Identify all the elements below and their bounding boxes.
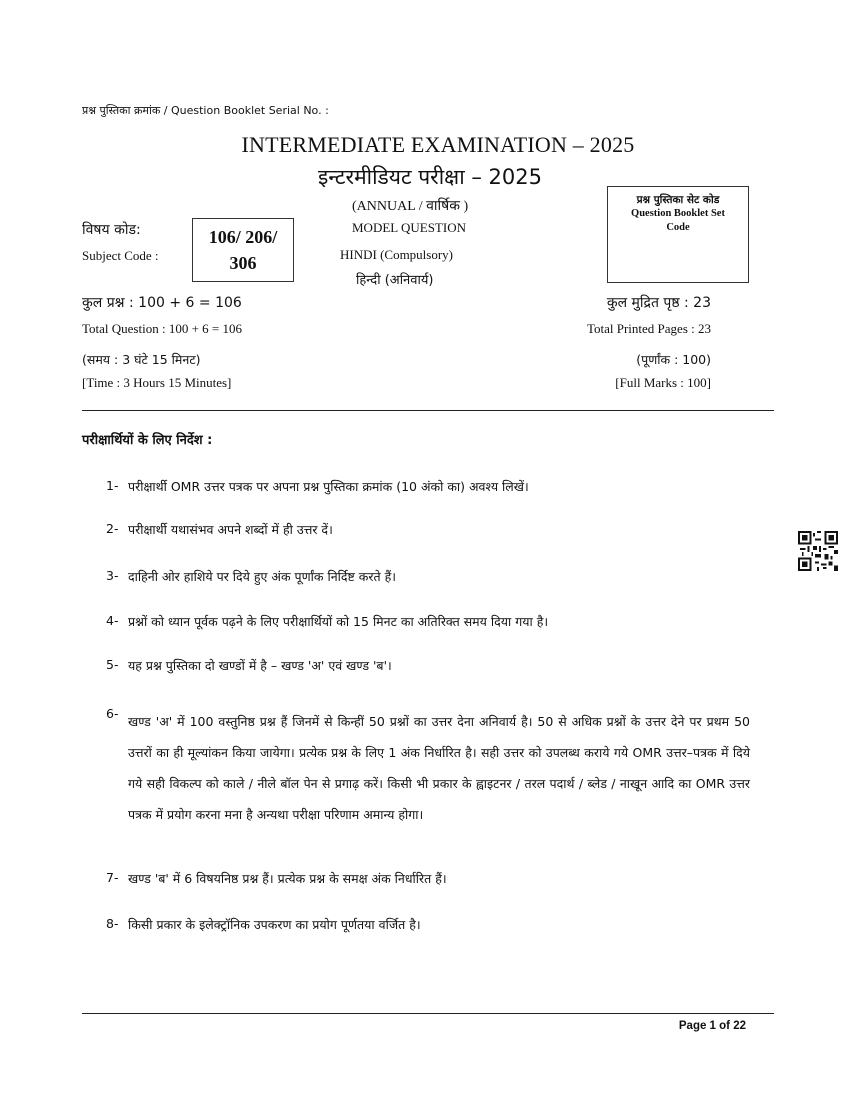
instruction-number: 4- <box>106 613 119 628</box>
full-marks-english: [Full Marks : 100] <box>615 375 711 390</box>
time-hindi: (समय : 3 घंटे 15 मिनट) <box>82 352 201 367</box>
subject-code-label-english: Subject Code : <box>82 248 159 263</box>
total-questions-hindi: कुल प्रश्न : 100 + 6 = 106 <box>82 295 242 311</box>
instruction-number: 2- <box>106 521 119 536</box>
instruction-text: खण्ड 'ब' में 6 विषयनिष्ठ प्रश्न हैं। प्रत्येक प्रश्न के समक्ष अंक निर्धारित हैं। <box>128 871 447 886</box>
total-questions-english: Total Question : 100 + 6 = 106 <box>82 321 242 336</box>
instruction-text: प्रश्नों को ध्यान पूर्वक पढ़ने के लिए परीक्षार्थियों को 15 मिनट का अतिरिक्त समय दिया गया है। <box>128 614 549 629</box>
booklet-set-code-box <box>607 186 749 283</box>
subject-name-english: HINDI (Compulsory) <box>340 247 454 262</box>
instruction-number: 3- <box>106 568 119 583</box>
set-code-label-english-2: Code <box>666 222 690 233</box>
instruction-text: दाहिनी ओर हाशिये पर दिये हुए अंक पूर्णांक निर्दिष्ट करते हैं। <box>128 569 396 584</box>
set-code-label-hindi: प्रश्न पुस्तिका सेट कोड <box>636 194 720 206</box>
subject-code-label-hindi: विषय कोड: <box>82 222 141 238</box>
subject-name-hindi: हिन्दी (अनिवार्य) <box>356 273 434 288</box>
instruction-text: परीक्षार्थी यथासंभव अपने शब्दों में ही उत्तर दें। <box>128 522 333 537</box>
qr-code-icon <box>798 531 838 571</box>
instruction-number: 8- <box>106 916 119 931</box>
instruction-text: परीक्षार्थी OMR उत्तर पत्रक पर अपना प्रश्न पुस्तिका क्रमांक (10 अंको का) अवश्य लिखें। <box>128 479 529 494</box>
exam-title-hindi: इन्टरमीडियट परीक्षा – 2025 <box>318 165 542 189</box>
subject-code-line-2: 306 <box>229 253 257 273</box>
full-marks-hindi: (पूर्णांक : 100) <box>636 352 711 367</box>
exam-type: (ANNUAL / वार्षिक ) <box>352 199 469 214</box>
instructions-heading: परीक्षार्थियों के लिए निर्देश : <box>82 433 213 448</box>
instruction-number: 5- <box>106 657 119 672</box>
printed-pages-hindi: कुल मुद्रित पृष्ठ : 23 <box>606 295 711 311</box>
footer-divider <box>82 1013 774 1014</box>
instruction-text: खण्ड 'अ' में 100 वस्तुनिष्ठ प्रश्न हैं जिनमें से किन्हीं 50 प्रश्नों का उत्तर देना अनिवार्य है। 50 से अधिक प्रश्नों के उत्तर देने पर प्रथम 50 उत्तरों का ही मूल्यांकन किया जायेगा। प्रत्येक प्रश्न के लिए 1 अंक निर्धारित है। सही उत्तर को उपलब्ध कराये गये OMR उत्तर–पत्रक में दिये गये सही विकल्प को काले / नीले बॉल पेन से प्रगाढ़ करें। किसी भी प्रकार के ह्वाइटनर / तरल पदार्थ / ब्लेड / नाखून आदि का OMR उत्तर पत्रक में प्रयोग करना मना है अन्यथा परीक्षा परिणाम अमान्य होगा। <box>128 714 750 822</box>
exam-title-english: INTERMEDIATE EXAMINATION – 2025 <box>241 132 635 157</box>
instruction-text: यह प्रश्न पुस्तिका दो खण्डों में है – खण्ड 'अ' एवं खण्ड 'ब'। <box>128 658 392 673</box>
instruction-number: 7- <box>106 870 119 885</box>
subject-code-box <box>192 218 294 282</box>
page-number: Page 1 of 22 <box>678 1020 746 1032</box>
subject-code-line-1: 106/ 206/ <box>208 227 278 247</box>
instruction-text: किसी प्रकार के इलेक्ट्रॉनिक उपकरण का प्रयोग पूर्णतया वर्जित है। <box>128 917 421 932</box>
serial-number-label: प्रश्न पुस्तिका क्रमांक / Question Booklet Serial No. : <box>82 104 329 117</box>
instruction-number: 6- <box>106 706 119 721</box>
time-english: [Time : 3 Hours 15 Minutes] <box>82 375 232 390</box>
printed-pages-english: Total Printed Pages : 23 <box>586 321 711 336</box>
set-code-label-english-1: Question Booklet Set <box>631 208 725 219</box>
header-divider <box>82 410 774 411</box>
model-question-label: MODEL QUESTION <box>352 220 466 235</box>
instruction-number: 1- <box>106 478 119 493</box>
